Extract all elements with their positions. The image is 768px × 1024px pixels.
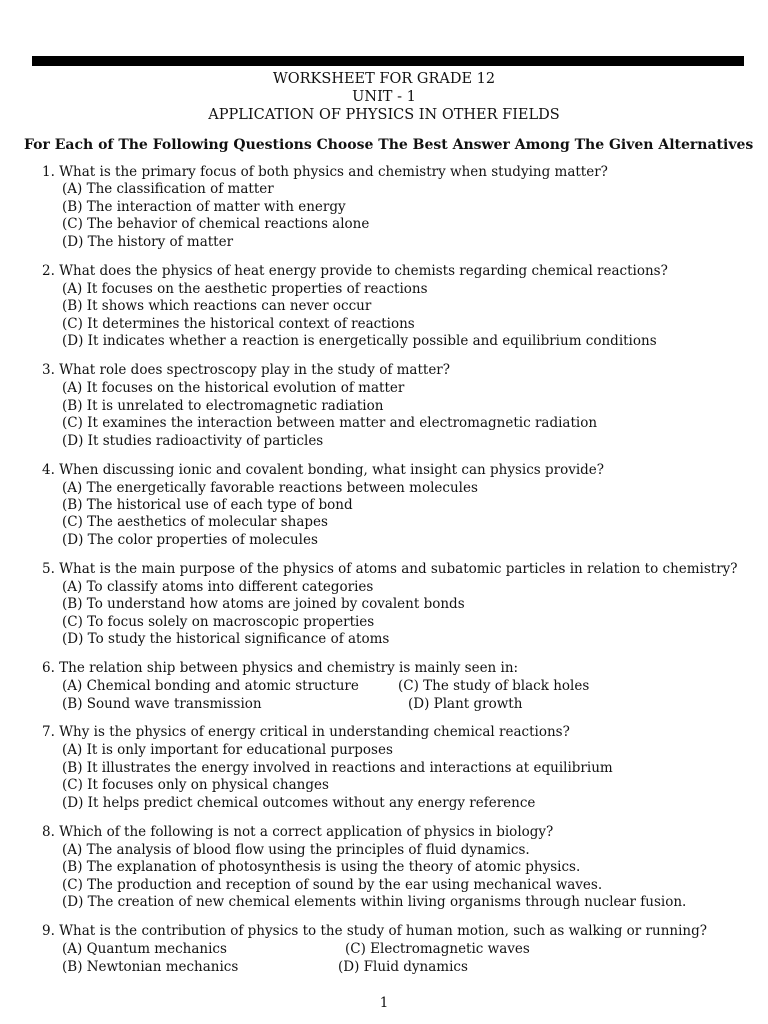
- option: (C) The production and reception of sound by the ear using mechanical waves.: [62, 877, 603, 893]
- option: (B) The historical use of each type of bond: [62, 497, 353, 513]
- option: (D) Plant growth: [408, 696, 523, 712]
- option: (C) The study of black holes: [398, 678, 590, 694]
- question-5: 5. What is the main purpose of the physics of atoms and subatomic particles in relation to chemistry?: [42, 561, 738, 577]
- option: (C) The aesthetics of molecular shapes: [62, 514, 328, 530]
- option: (A) To classify atoms into different categories: [62, 579, 374, 595]
- option: (D) It helps predict chemical outcomes without any energy reference: [62, 795, 536, 811]
- option: (C) To focus solely on macroscopic properties: [62, 614, 375, 630]
- option: (B) It illustrates the energy involved in reactions and interactions at equilibrium: [62, 760, 613, 776]
- question-9: 9. What is the contribution of physics to the study of human motion, such as walking or running?: [42, 923, 707, 939]
- question-8: 8. Which of the following is not a correct application of physics in biology?: [42, 824, 554, 840]
- worksheet-title: WORKSHEET FOR GRADE 12: [272, 71, 496, 87]
- page-number: 1: [379, 995, 389, 1011]
- option: (A) It focuses on the historical evolution of matter: [62, 380, 405, 396]
- question-6: 6. The relation ship between physics and chemistry is mainly seen in:: [42, 660, 519, 676]
- option: (A) The classification of matter: [62, 181, 274, 197]
- option: (B) To understand how atoms are joined by covalent bonds: [62, 596, 465, 612]
- option: (D) The creation of new chemical elements within living organisms through nuclear fusion.: [62, 894, 687, 910]
- option: (C) It focuses only on physical changes: [62, 777, 329, 793]
- question-7: 7. Why is the physics of energy critical in understanding chemical reactions?: [42, 724, 570, 740]
- option: (D) To study the historical significance of atoms: [62, 631, 390, 647]
- option: (C) It determines the historical context of reactions: [62, 316, 415, 332]
- option: (D) It studies radioactivity of particles: [62, 433, 324, 449]
- unit-label: UNIT - 1: [352, 89, 416, 105]
- option: (B) Newtonian mechanics: [62, 959, 239, 975]
- option: (D) Fluid dynamics: [338, 959, 468, 975]
- option: (D) The color properties of molecules: [62, 532, 318, 548]
- option: (B) Sound wave transmission: [62, 696, 262, 712]
- option: (A) The analysis of blood flow using the principles of fluid dynamics.: [62, 842, 530, 858]
- option: (A) Quantum mechanics: [62, 941, 227, 957]
- unit-title: APPLICATION OF PHYSICS IN OTHER FIELDS: [208, 107, 560, 123]
- option: (A) The energetically favorable reactions between molecules: [62, 480, 478, 496]
- option: (C) The behavior of chemical reactions alone: [62, 216, 370, 232]
- instructions: For Each of The Following Questions Choose The Best Answer Among The Given Alternatives: [24, 137, 754, 153]
- question-2: 2. What does the physics of heat energy provide to chemists regarding chemical reactions?: [42, 263, 668, 279]
- option: (B) It shows which reactions can never occur: [62, 298, 372, 314]
- option: (D) The history of matter: [62, 234, 234, 250]
- question-1: 1. What is the primary focus of both physics and chemistry when studying matter?: [42, 164, 608, 180]
- option: (C) It examines the interaction between matter and electromagnetic radiation: [62, 415, 598, 431]
- header-rule: [32, 56, 744, 66]
- question-3: 3. What role does spectroscopy play in the study of matter?: [42, 362, 450, 378]
- option: (C) Electromagnetic waves: [345, 941, 530, 957]
- option: (B) The interaction of matter with energy: [62, 199, 346, 215]
- option: (B) The explanation of photosynthesis is using the theory of atomic physics.: [62, 859, 581, 875]
- question-4: 4. When discussing ionic and covalent bonding, what insight can physics provide?: [42, 462, 605, 478]
- option: (A) It is only important for educational purposes: [62, 742, 393, 758]
- option: (A) Chemical bonding and atomic structure: [62, 678, 359, 694]
- option: (D) It indicates whether a reaction is energetically possible and equilibrium conditions: [62, 333, 657, 349]
- option: (B) It is unrelated to electromagnetic radiation: [62, 398, 384, 414]
- option: (A) It focuses on the aesthetic properties of reactions: [62, 281, 428, 297]
